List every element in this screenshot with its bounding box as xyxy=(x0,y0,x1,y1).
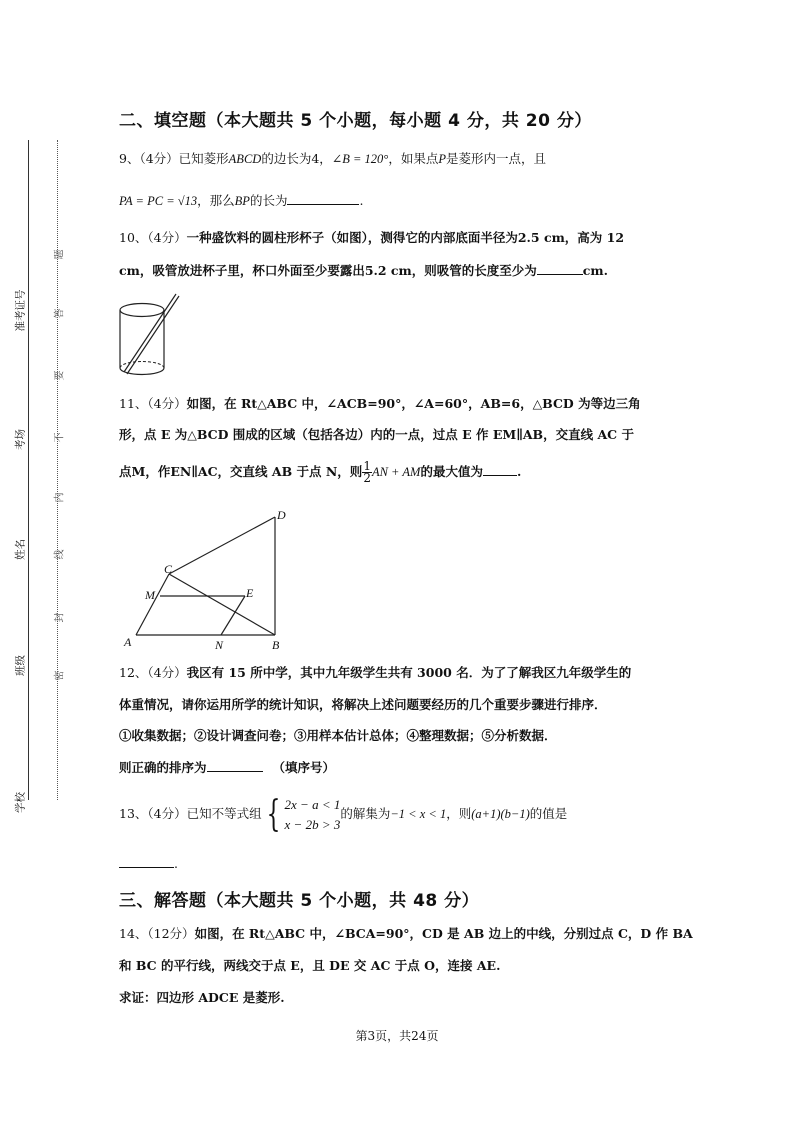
answer-blank[interactable] xyxy=(287,192,359,205)
section-title-solutions: 三、解答题（本大题共 5 个小题，共 48 分） xyxy=(119,891,480,911)
section-title-fill-in: 二、填空题（本大题共 5 个小题，每小题 4 分，共 20 分） xyxy=(119,111,592,131)
label-D: D xyxy=(277,508,286,522)
question-12-line-1: 12、（4分）我区有 15 所中学，其中九年级学生共有 3000 名．为了了解我区九年级学生的 xyxy=(119,665,632,680)
system-brace: { xyxy=(266,793,280,835)
binding-rule-dotted xyxy=(57,140,58,800)
sidebar-label-school: 学校 xyxy=(14,792,27,813)
page-footer: 第3页，共24页 xyxy=(355,1029,439,1043)
question-12-line-2: 体重情况，请你运用所学的统计知识，将解决上述问题要经历的几个重要步骤进行排序． xyxy=(119,697,607,712)
sidebar-label-exam-id: 准考证号 xyxy=(14,289,27,332)
question-13: 13、（4分）已知不等式组 { 2x − a < 1 x − 2b > 3 的解集为−1 < x < 1，则(a+1)(b−1)的值是 xyxy=(119,793,568,835)
question-14-line-1: 14、（12分）如图，在 Rt△ABC 中，∠BCA=90°，CD 是 AB 边上的中线，分别过点 C，D 作 BA xyxy=(119,926,693,941)
label-E: E xyxy=(246,586,254,600)
question-12-line-4: 则正确的排序为 （填序号） xyxy=(119,760,336,775)
question-number: 11、（4分） xyxy=(119,396,187,411)
seal-char: 线 xyxy=(54,549,66,560)
question-14-line-2: 和 BC 的平行线，两线交于点 E，且 DE 交 AC 于点 O，连接 AE. xyxy=(119,958,501,973)
segment-AC xyxy=(136,574,169,635)
question-14-line-3: 求证：四边形 ADCE 是菱形. xyxy=(119,990,285,1005)
label-B: B xyxy=(272,638,280,652)
seal-char: 不 xyxy=(54,432,66,443)
question-11-line-1: 11、（4分）如图，在 Rt△ABC 中，∠ACB=90°，∠A=60°，AB=6，△BCD 为等边三角 xyxy=(119,396,641,411)
cup-figure xyxy=(112,290,184,382)
straw xyxy=(124,294,176,372)
binding-rule-left xyxy=(28,140,29,800)
question-number: 13、（4分） xyxy=(119,806,187,821)
question-12-line-3: ①收集数据；②设计调查问卷；③用样本估计总体；④整理数据；⑤分析数据． xyxy=(119,728,557,743)
question-11-line-2: 形，点 E 为△BCD 围成的区域（包括各边）内的一点，过点 E 作 EM∥AB，交直线 AC 于 xyxy=(119,427,634,442)
segment-CB xyxy=(169,574,275,635)
binding-margin xyxy=(0,0,75,1123)
answer-blank[interactable] xyxy=(483,463,517,476)
answer-blank[interactable] xyxy=(119,855,174,868)
question-number: 9、（4分） xyxy=(119,151,179,166)
seal-char: 答 xyxy=(54,308,66,319)
question-number: 10、（4分） xyxy=(119,230,187,245)
question-number: 12、（4分） xyxy=(119,665,187,680)
cup-top xyxy=(120,304,164,317)
question-13-answer: . xyxy=(119,855,178,872)
equation: PA = PC = √13 xyxy=(119,194,198,208)
question-11-line-3: 点M，作EN∥AC，交直线 AB 于点 N，则 $\frac{1}{2}$ AN + AM的最大值为 . xyxy=(119,459,522,485)
question-10-line-2: cm，吸管放进杯子里，杯口外面至少要露出5.2 cm，则吸管的长度至少为 cm. xyxy=(119,263,608,278)
question-10-line-1: 10、（4分）一种盛饮料的圆柱形杯子（如图），测得它的内部底面半径为2.5 cm，高为 12 xyxy=(119,230,625,245)
seal-char: 要 xyxy=(54,370,66,381)
answer-blank[interactable] xyxy=(207,759,263,772)
triangle-figure xyxy=(118,500,298,652)
answer-blank[interactable] xyxy=(537,262,583,275)
seal-char: 封 xyxy=(54,612,66,623)
sidebar-label-exam-room: 考场 xyxy=(14,429,27,450)
fraction: $\frac{1}{2}$ xyxy=(363,459,371,485)
seal-char: 题 xyxy=(54,249,66,260)
question-9-line-1: 9、（4分）已知菱形ABCD的边长为4，∠B = 120°，如果点P是菱形内一点，且 xyxy=(119,151,546,166)
label-C: C xyxy=(164,562,173,576)
sidebar-label-class: 班级 xyxy=(14,655,27,676)
inequality-system: 2x − a < 1 x − 2b > 3 xyxy=(284,796,341,832)
straw xyxy=(127,296,179,374)
label-N: N xyxy=(215,638,224,652)
segment-CD xyxy=(169,517,275,574)
label-A: A xyxy=(124,635,132,649)
question-9-line-2: PA = PC = √13，那么BP的长为 . xyxy=(119,193,364,208)
seal-char: 内 xyxy=(54,492,66,503)
label-M: M xyxy=(145,588,155,602)
sidebar-label-name: 姓名 xyxy=(14,539,27,560)
seal-char: 密 xyxy=(54,670,66,681)
question-number: 14、（12分） xyxy=(119,926,195,941)
